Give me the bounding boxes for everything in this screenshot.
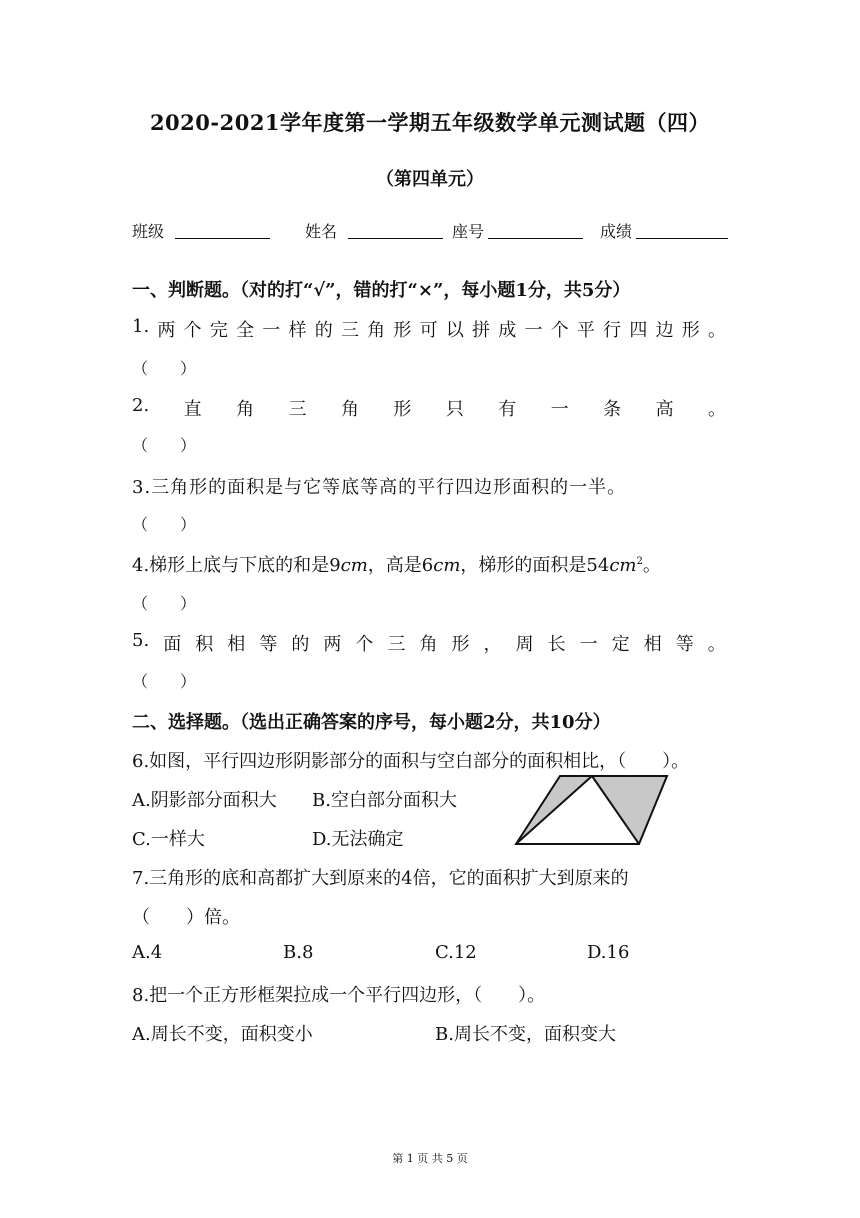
q8-option-a[interactable]: A.周长不变，面积变小 [132, 1024, 313, 1045]
score-label: 成绩 [600, 222, 633, 241]
q5-char: 定 [611, 634, 630, 655]
q5-char: 两 [323, 634, 342, 655]
q6-option-d[interactable]: D.无法确定 [312, 829, 404, 850]
class-label: 班级 [132, 222, 165, 241]
q5-char: 积 [195, 634, 214, 655]
q1-char: 一 [524, 320, 543, 341]
q5-char: 角 [419, 634, 438, 655]
q1-char: 形 [681, 320, 700, 341]
q7-option-d[interactable]: D.16 [587, 942, 630, 963]
q6-option-b[interactable]: B.空白部分面积大 [312, 790, 457, 811]
q5-char: 5. [132, 630, 150, 651]
q1-char: 角 [367, 320, 386, 341]
q2-char: 条 [603, 399, 622, 420]
q1-char: 两 [157, 320, 176, 341]
answer-paren-2[interactable]: （ ） [132, 436, 197, 455]
q2-char: 直 [183, 399, 202, 420]
q5-char: 等 [675, 634, 694, 655]
question-4-text-a: 4.梯形上底与下底的和是 [132, 555, 330, 576]
q1-char: 样 [288, 320, 307, 341]
q5-char: ， [483, 634, 502, 655]
question-6: 6.如图，平行四边形阴影部分的面积与空白部分的面积相比，（ ）。 [132, 751, 690, 772]
question-4-sup: 2 [636, 556, 643, 567]
q2-char: 三 [288, 399, 307, 420]
q5-char: 一 [579, 634, 598, 655]
q5-char: 等 [259, 634, 278, 655]
answer-paren-5[interactable]: （ ） [132, 672, 197, 691]
question-4-text-b: ，高是 [367, 555, 422, 576]
question-7: 7.三角形的底和高都扩大到原来的4倍，它的面积扩大到原来的 [132, 868, 629, 889]
q1-char: 1. [132, 316, 150, 337]
q6-option-c[interactable]: C.一样大 [132, 829, 205, 850]
q2-char: 角 [236, 399, 255, 420]
seat-label: 座号 [452, 222, 485, 241]
q1-char: 平 [576, 320, 595, 341]
q7-option-c[interactable]: C.12 [435, 942, 477, 963]
question-4-num1: 9 [329, 555, 341, 576]
question-2 [132, 395, 726, 421]
question-4-text-d: 。 [642, 555, 661, 576]
q5-char: 周 [515, 634, 534, 655]
name-label: 姓名 [305, 222, 338, 241]
question-4 [132, 551, 661, 577]
page-title: 2020-2021学年度第一学期五年级数学单元测试题（四） [149, 110, 711, 135]
q5-char: 面 [163, 634, 182, 655]
q1-char: 。 [708, 320, 726, 341]
shaded-triangle-right [592, 776, 667, 844]
question-1 [132, 316, 726, 342]
answer-paren-3[interactable]: （ ） [132, 515, 197, 534]
answer-paren-4[interactable]: （ ） [132, 594, 197, 613]
q5-char: 相 [643, 634, 662, 655]
seat-blank[interactable] [488, 220, 583, 239]
q2-char: 角 [340, 399, 359, 420]
q5-char: 相 [227, 634, 246, 655]
q2-char: 2. [132, 395, 150, 416]
page-subtitle: （第四单元） [376, 169, 484, 190]
q1-char: 三 [340, 320, 359, 341]
page-footer: 第 1 页 共 5 页 [392, 1152, 468, 1165]
q1-char: 个 [183, 320, 202, 341]
q2-char: 有 [498, 399, 517, 420]
question-3: 3.三角形的面积是与它等底等高的平行四边形面积的一半。 [132, 477, 627, 498]
parallelogram-figure [512, 774, 682, 846]
section2-heading: 二、选择题。（选出正确答案的序号，每小题2分，共10分） [132, 712, 611, 733]
q7-option-a[interactable]: A.4 [132, 942, 163, 963]
q6-option-a[interactable]: A.阴影部分面积大 [132, 790, 277, 811]
q8-option-b[interactable]: B.周长不变，面积变大 [435, 1024, 616, 1045]
q2-char: 形 [393, 399, 412, 420]
answer-paren-1[interactable]: （ ） [132, 359, 197, 378]
q2-char: 高 [655, 399, 674, 420]
question-4-unit2: cm [433, 555, 461, 576]
q1-char: 个 [550, 320, 569, 341]
q7-option-b[interactable]: B.8 [283, 942, 314, 963]
question-4-unit1: cm [340, 555, 368, 576]
q1-char: 形 [393, 320, 412, 341]
q1-char: 全 [236, 320, 255, 341]
q1-char: 完 [209, 320, 228, 341]
name-blank[interactable] [348, 220, 443, 239]
question-7-cont: （ ）倍。 [132, 907, 240, 928]
q1-char: 可 [419, 320, 438, 341]
question-4-unit3: cm [609, 555, 637, 576]
q1-char: 成 [498, 320, 517, 341]
score-blank[interactable] [636, 220, 728, 239]
question-4-num2: 6 [421, 555, 434, 576]
q5-char: 。 [707, 634, 726, 655]
q1-char: 的 [314, 320, 333, 341]
q5-char: 形 [451, 634, 470, 655]
q2-char: 一 [550, 399, 569, 420]
q5-char: 长 [547, 634, 566, 655]
q1-char: 行 [603, 320, 622, 341]
q5-char: 个 [355, 634, 374, 655]
question-5 [132, 630, 726, 656]
q1-char: 以 [445, 320, 464, 341]
q2-char: 只 [445, 399, 464, 420]
question-4-text-c: ，梯形的面积是 [460, 555, 587, 576]
q1-char: 拼 [472, 320, 491, 341]
q2-char: 。 [708, 399, 726, 420]
q1-char: 一 [262, 320, 281, 341]
class-blank[interactable] [175, 220, 270, 239]
question-8: 8.把一个正方形框架拉成一个平行四边形，（ ）。 [132, 985, 546, 1006]
question-4-num3: 54 [586, 555, 610, 576]
q5-char: 的 [291, 634, 310, 655]
q1-char: 四 [629, 320, 648, 341]
section1-heading: 一、判断题。（对的打“√”，错的打“×”，每小题1分，共5分） [132, 280, 631, 301]
q5-char: 三 [387, 634, 406, 655]
q1-char: 边 [655, 320, 674, 341]
